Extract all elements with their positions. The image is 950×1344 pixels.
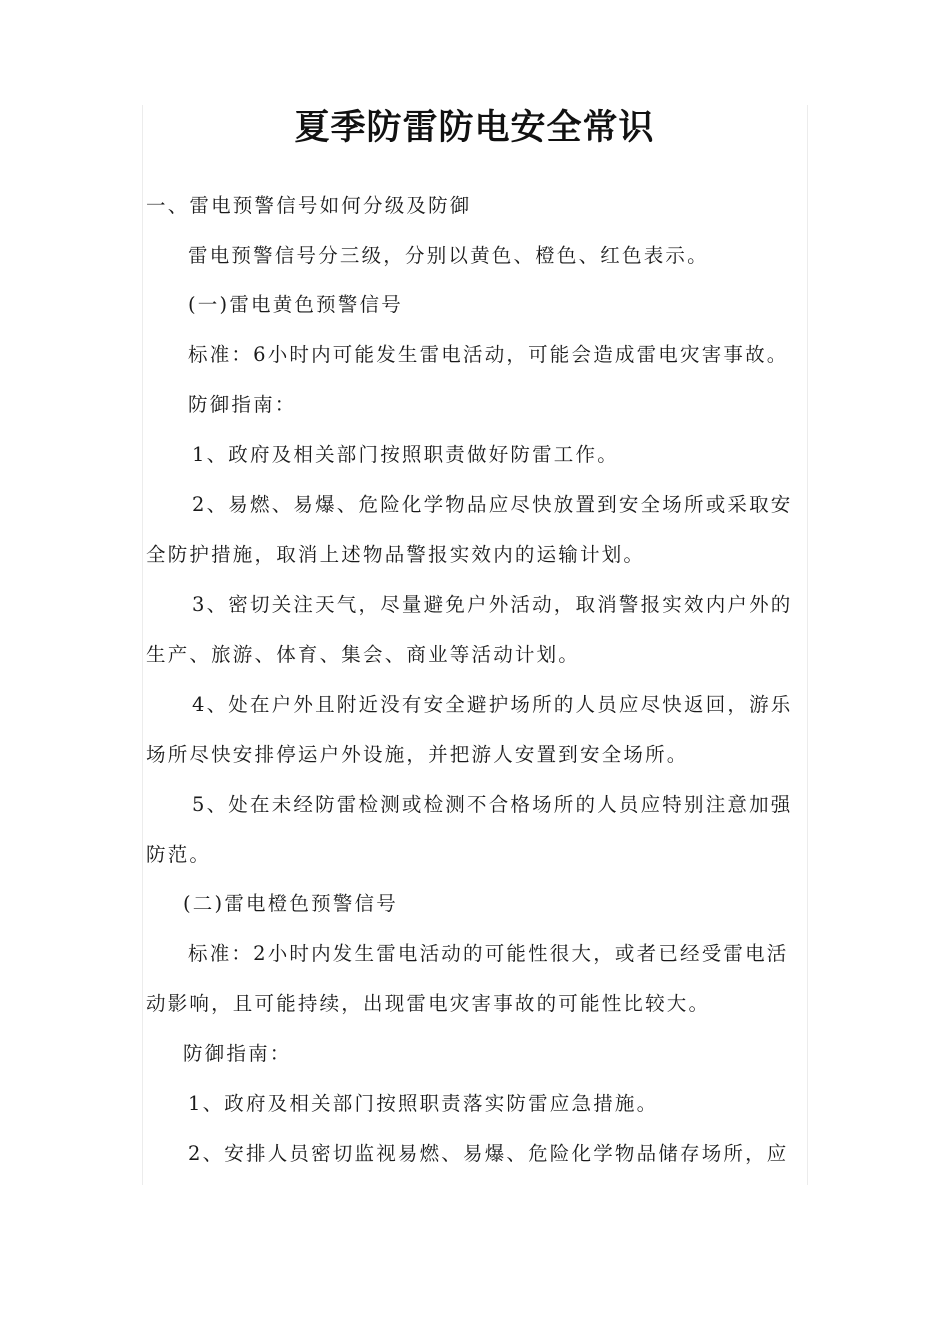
left-margin-guide (142, 105, 143, 1185)
list-item-line: 2、安排人员密切监视易燃、易爆、危险化学物品储存场所，应 (188, 1142, 789, 1165)
list-item-line: 防范。 (146, 843, 212, 866)
paragraph-line: 动影响，且可能持续，出现雷电灾害事故的可能性比较大。 (146, 992, 711, 1015)
list-item-line: 全防护措施，取消上述物品警报实效内的运输计划。 (146, 543, 646, 566)
list-item-line: 2、易燃、易爆、危险化学物品应尽快放置到安全场所或采取安 (192, 493, 793, 516)
subsection-heading: (一)雷电黄色预警信号 (188, 293, 403, 316)
list-item-line: 场所尽快安排停运户外设施，并把游人安置到安全场所。 (146, 743, 689, 766)
subsection-heading: (二)雷电橙色预警信号 (183, 892, 398, 915)
paragraph-line: 防御指南： (183, 1042, 292, 1065)
paragraph-line: 标准：6小时内可能发生雷电活动，可能会造成雷电灾害事故。 (188, 343, 789, 366)
list-item-line: 3、密切关注天气，尽量避免户外活动，取消警报实效内户外的 (192, 593, 793, 616)
paragraph-line: 防御指南： (188, 393, 297, 416)
document-title: 夏季防雷防电安全常识 (294, 108, 655, 148)
list-item-line: 1、政府及相关部门按照职责落实防雷应急措施。 (188, 1092, 659, 1115)
list-item-line: 1、政府及相关部门按照职责做好防雷工作。 (192, 443, 619, 466)
paragraph-line: 雷电预警信号分三级，分别以黄色、橙色、红色表示。 (188, 244, 709, 267)
list-item-line: 5、处在未经防雷检测或检测不合格场所的人员应特别注意加强 (192, 793, 793, 816)
list-item-line: 4、处在户外且附近没有安全避护场所的人员应尽快返回，游乐 (192, 693, 793, 716)
list-item-line: 生产、旅游、体育、集会、商业等活动计划。 (146, 643, 581, 666)
paragraph-line: 标准：2小时内发生雷电活动的可能性很大，或者已经受雷电活 (188, 942, 789, 965)
section-heading: 一、雷电预警信号如何分级及防御 (146, 194, 472, 217)
